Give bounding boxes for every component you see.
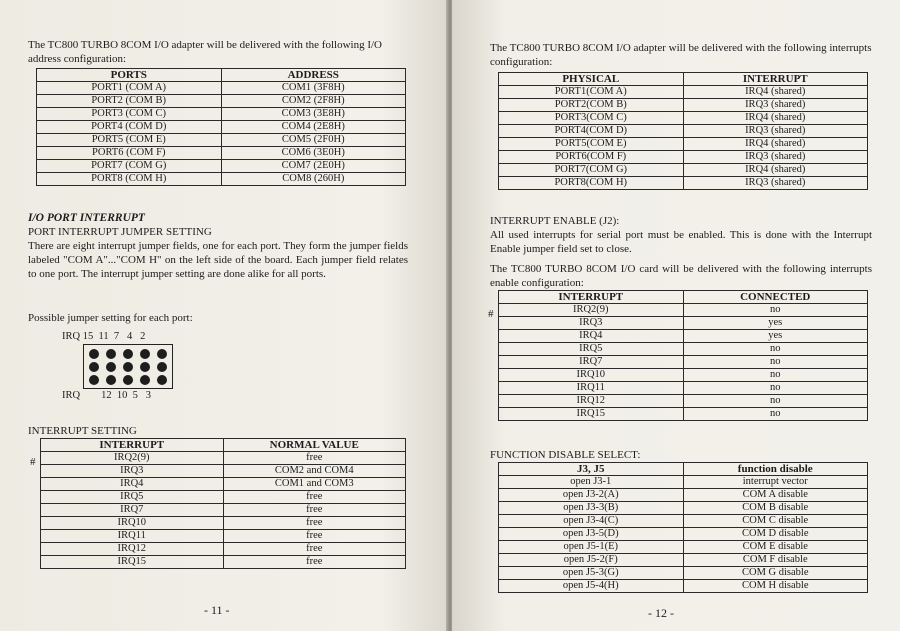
table-cell: IRQ10 (41, 517, 224, 530)
table-cell: open J5-1(E) (499, 541, 684, 554)
table-cell: open J5-2(F) (499, 554, 684, 567)
column-header: J3, J5 (499, 463, 684, 476)
table-row (499, 395, 868, 408)
table-header-row (37, 69, 406, 82)
table-cell: PORT2 (COM B) (37, 95, 222, 108)
table-row (499, 502, 868, 515)
table-cell: open J3-5(D) (499, 528, 684, 541)
jumper-subheading: PORT INTERRUPT JUMPER SETTING (28, 226, 212, 238)
table-cell: IRQ3 (499, 317, 684, 330)
column-header: NORMAL VALUE (223, 439, 406, 452)
table-row (499, 369, 868, 382)
jumper-pin (123, 349, 133, 359)
table-cell: COM G disable (683, 567, 868, 580)
table-row (499, 164, 868, 177)
table-cell: IRQ3 (shared) (683, 177, 868, 190)
table-cell: IRQ5 (41, 491, 224, 504)
column-header: ADDRESS (221, 69, 406, 82)
table-cell: interrupt vector (683, 476, 868, 489)
table-cell: free (223, 543, 406, 556)
jumper-pin-grid (83, 344, 173, 389)
possible-setting-label: Possible jumper setting for each port: (28, 312, 193, 324)
table-cell: PORT6(COM F) (499, 151, 684, 164)
table-cell: PORT6 (COM F) (37, 147, 222, 160)
table-cell: COM E disable (683, 541, 868, 554)
table-row (499, 125, 868, 138)
table-cell: PORT5(COM E) (499, 138, 684, 151)
table-row (499, 489, 868, 502)
column-header: PORTS (37, 69, 222, 82)
jumper-pin (106, 362, 116, 372)
column-header: CONNECTED (683, 291, 868, 304)
table-cell: PORT3(COM C) (499, 112, 684, 125)
ports-address-table (36, 68, 406, 186)
page-11 (0, 0, 448, 631)
table-cell: open J5-3(G) (499, 567, 684, 580)
table-cell: open J3-1 (499, 476, 684, 489)
table-cell: COM2 and COM4 (223, 465, 406, 478)
jumper-pin (157, 349, 167, 359)
hash-mark: # (30, 456, 36, 468)
table-row (499, 112, 868, 125)
table-cell: COM8 (260H) (221, 173, 406, 186)
table-cell: IRQ3 (shared) (683, 151, 868, 164)
section-heading: I/O PORT INTERRUPT (28, 212, 145, 224)
table-cell: COM1 and COM3 (223, 478, 406, 491)
table-row (37, 147, 406, 160)
table-cell: free (223, 517, 406, 530)
table-cell: IRQ15 (41, 556, 224, 569)
table-cell: no (683, 369, 868, 382)
table-row (499, 580, 868, 593)
jumper-pin (140, 375, 150, 385)
table-row (499, 86, 868, 99)
table-header-row (499, 73, 868, 86)
table-row (37, 121, 406, 134)
table-cell: COM F disable (683, 554, 868, 567)
interrupt-enable-table (498, 290, 868, 421)
table-row (499, 408, 868, 421)
jumper-pin (89, 375, 99, 385)
jumper-pin (140, 349, 150, 359)
table-cell: IRQ4 (shared) (683, 86, 868, 99)
column-header: PHYSICAL (499, 73, 684, 86)
jumper-pin (157, 375, 167, 385)
jumper-pin (157, 362, 167, 372)
table-row (499, 317, 868, 330)
table-cell: PORT8 (COM H) (37, 173, 222, 186)
table-row (37, 82, 406, 95)
table-cell: free (223, 504, 406, 517)
table-header-row (499, 463, 868, 476)
table-cell: IRQ2(9) (499, 304, 684, 317)
table-row (499, 343, 868, 356)
column-header: INTERRUPT (41, 439, 224, 452)
table-cell: IRQ5 (499, 343, 684, 356)
table-cell: IRQ3 (shared) (683, 125, 868, 138)
table-cell: PORT1(COM A) (499, 86, 684, 99)
function-disable-table (498, 462, 868, 593)
page-number: - 11 - (204, 603, 230, 617)
table-cell: COM H disable (683, 580, 868, 593)
jumper-pin (140, 362, 150, 372)
table-row (499, 382, 868, 395)
table-header-row (41, 439, 406, 452)
table-row (41, 452, 406, 465)
table-cell: IRQ3 (shared) (683, 99, 868, 112)
table-cell: open J3-2(A) (499, 489, 684, 502)
table-row (499, 177, 868, 190)
table-cell: COM3 (3E8H) (221, 108, 406, 121)
table-cell: IRQ4 (shared) (683, 164, 868, 177)
jumper-paragraph: There are eight interrupt jumper fields, one for each port. They form the jumper fields labeled "COM A"..."COM H" on the left side of the board. Each jumper field relates to one port. The interrupt jumper setting are done alike for all ports. (28, 240, 408, 280)
table-cell: PORT2(COM B) (499, 99, 684, 112)
table-cell: yes (683, 317, 868, 330)
table-row (41, 556, 406, 569)
column-header: INTERRUPT (499, 291, 684, 304)
jumper-pin (106, 349, 116, 359)
table-row (41, 465, 406, 478)
interrupt-intro: The TC800 TURBO 8COM I/O adapter will be delivered with the following interrupts configuration: (490, 42, 872, 68)
table-cell: open J3-3(B) (499, 502, 684, 515)
table-row (37, 160, 406, 173)
delivered-paragraph: The TC800 TURBO 8COM I/O card will be delivered with the following interrupts enable configuration: (490, 263, 872, 289)
table-cell: yes (683, 330, 868, 343)
enable-paragraph: All used interrupts for serial port must be enabled. This is done with the Interrupt Enable jumper field set to close. (490, 229, 872, 255)
table-row (499, 99, 868, 112)
table-row (499, 567, 868, 580)
table-cell: PORT7(COM G) (499, 164, 684, 177)
table-row (499, 330, 868, 343)
table-row (41, 530, 406, 543)
interrupt-setting-table (40, 438, 406, 569)
table-cell: no (683, 382, 868, 395)
table-row (41, 491, 406, 504)
table-cell: PORT5 (COM E) (37, 134, 222, 147)
table-cell: COM4 (2E8H) (221, 121, 406, 134)
page-12 (452, 0, 900, 631)
table-cell: IRQ11 (41, 530, 224, 543)
table-cell: COM C disable (683, 515, 868, 528)
jumper-bottom-labels: IRQ 12 10 5 3 (62, 390, 151, 401)
table-cell: COM B disable (683, 502, 868, 515)
table-row (499, 304, 868, 317)
table-cell: COM1 (3F8H) (221, 82, 406, 95)
physical-interrupt-table (498, 72, 868, 190)
address-intro: The TC800 TURBO 8COM I/O adapter will be delivered with the following I/O address configuration: (28, 39, 382, 65)
table-cell: PORT8(COM H) (499, 177, 684, 190)
enable-heading: INTERRUPT ENABLE (J2): (490, 215, 620, 227)
table-cell: free (223, 452, 406, 465)
interrupt-setting-label: INTERRUPT SETTING (28, 425, 137, 437)
table-cell: COM5 (2F0H) (221, 134, 406, 147)
table-cell: IRQ10 (499, 369, 684, 382)
table-cell: no (683, 304, 868, 317)
jumper-pin (123, 362, 133, 372)
table-header-row (499, 291, 868, 304)
jumper-pin (123, 375, 133, 385)
table-cell: COM D disable (683, 528, 868, 541)
table-cell: no (683, 395, 868, 408)
table-cell: COM6 (3E0H) (221, 147, 406, 160)
table-cell: IRQ4 (41, 478, 224, 491)
table-cell: PORT4(COM D) (499, 125, 684, 138)
column-header: INTERRUPT (683, 73, 868, 86)
table-cell: IRQ2(9) (41, 452, 224, 465)
table-row (41, 543, 406, 556)
table-cell: free (223, 556, 406, 569)
table-row (499, 554, 868, 567)
table-cell: PORT1 (COM A) (37, 82, 222, 95)
table-row (37, 95, 406, 108)
table-cell: PORT3 (COM C) (37, 108, 222, 121)
page-number: - 12 - (648, 606, 674, 620)
table-cell: IRQ4 (499, 330, 684, 343)
table-row (37, 173, 406, 186)
table-cell: free (223, 491, 406, 504)
table-cell: COM2 (2F8H) (221, 95, 406, 108)
table-row (41, 504, 406, 517)
table-cell: IRQ15 (499, 408, 684, 421)
table-row (37, 108, 406, 121)
table-cell: no (683, 408, 868, 421)
table-cell: IRQ12 (41, 543, 224, 556)
table-cell: COM A disable (683, 489, 868, 502)
table-cell: open J5-4(H) (499, 580, 684, 593)
table-cell: no (683, 343, 868, 356)
table-row (499, 138, 868, 151)
table-cell: IRQ7 (499, 356, 684, 369)
table-row (41, 517, 406, 530)
table-cell: IRQ12 (499, 395, 684, 408)
jumper-top-labels: IRQ 15 11 7 4 2 (62, 331, 146, 342)
table-row (499, 151, 868, 164)
table-cell: COM7 (2E0H) (221, 160, 406, 173)
table-cell: PORT4 (COM D) (37, 121, 222, 134)
table-cell: free (223, 530, 406, 543)
jumper-pin (89, 362, 99, 372)
table-cell: open J3-4(C) (499, 515, 684, 528)
table-cell: IRQ11 (499, 382, 684, 395)
table-row (499, 528, 868, 541)
table-row (499, 476, 868, 489)
table-cell: IRQ3 (41, 465, 224, 478)
table-row (37, 134, 406, 147)
table-row (499, 541, 868, 554)
column-header: function disable (683, 463, 868, 476)
jumper-pin (106, 375, 116, 385)
hash-mark: # (488, 308, 494, 320)
table-cell: IRQ4 (shared) (683, 112, 868, 125)
function-heading: FUNCTION DISABLE SELECT: (490, 449, 641, 461)
table-row (499, 515, 868, 528)
jumper-pin (89, 349, 99, 359)
table-cell: PORT7 (COM G) (37, 160, 222, 173)
table-row (41, 478, 406, 491)
table-cell: IRQ4 (shared) (683, 138, 868, 151)
table-row (499, 356, 868, 369)
table-cell: IRQ7 (41, 504, 224, 517)
table-cell: no (683, 356, 868, 369)
